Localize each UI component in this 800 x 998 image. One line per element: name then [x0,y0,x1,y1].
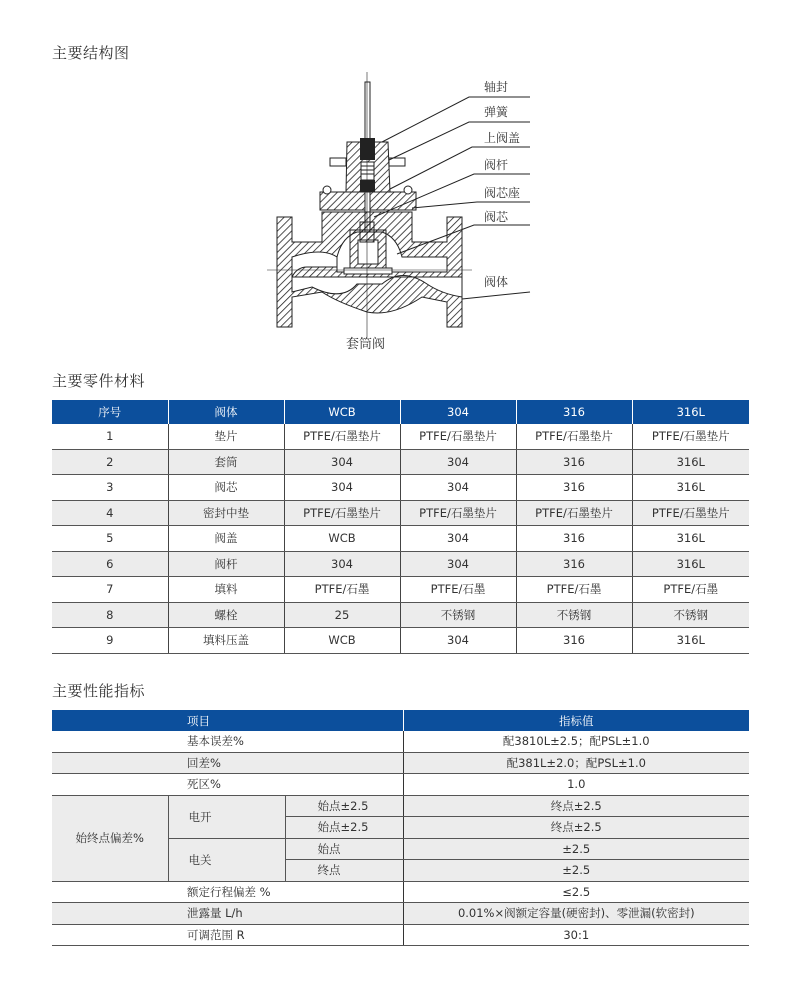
value-close-1: ±2.5 [403,838,749,860]
cell: 304 [284,551,400,577]
performance-table [52,710,749,946]
sleeve-valve-drawing [262,62,562,362]
label-electric-open: 电开 [168,795,285,838]
value-dead-zone: 1.0 [403,774,749,796]
cell: 4 [52,500,168,526]
valve-structure-diagram [262,62,562,362]
table-row [52,449,749,475]
table-row [52,602,749,628]
table-row-dead-zone [52,774,749,796]
table-row [52,500,749,526]
cell: 316 [516,475,632,501]
cell: 316 [516,449,632,475]
materials-table [52,400,749,654]
cell: 316L [632,475,749,501]
cell: 316L [632,526,749,552]
cell: PTFE/石墨垫片 [516,424,632,449]
materials-section-title: 主要零件材料 [52,372,146,390]
callout-upper-bonnet: 上阀盖 [484,131,521,145]
cell: PTFE/石墨 [284,577,400,603]
table-row [52,424,749,449]
cell: PTFE/石墨垫片 [632,424,749,449]
cell: PTFE/石墨 [516,577,632,603]
callout-shaft-seal: 轴封 [484,80,509,94]
cell: 304 [400,449,516,475]
cell: WCB [284,526,400,552]
cell: 304 [400,551,516,577]
value-rated-travel: ≤2.5 [403,881,749,903]
cell: PTFE/石墨垫片 [516,500,632,526]
cell: 填料压盖 [168,628,284,654]
cell: 阀杆 [168,551,284,577]
callout-stem: 阀杆 [484,158,509,172]
header-value: 指标值 [403,710,749,731]
performance-section-title: 主要性能指标 [52,682,146,700]
cell: 304 [400,526,516,552]
header-wcb: WCB [284,400,400,424]
table-row [52,475,749,501]
value-open-2: 终点±2.5 [403,817,749,839]
materials-header-row [52,400,749,424]
cell: 不锈钢 [516,602,632,628]
value-open-1: 终点±2.5 [403,795,749,817]
cell: 套筒 [168,449,284,475]
cell: 阀芯 [168,475,284,501]
label-hysteresis: 回差% [52,752,403,774]
table-row [52,628,749,654]
cell: PTFE/石墨垫片 [284,500,400,526]
header-316: 316 [516,400,632,424]
table-row [52,577,749,603]
cell: PTFE/石墨 [632,577,749,603]
callout-body: 阀体 [484,275,509,289]
performance-header-row [52,710,749,731]
cell: PTFE/石墨垫片 [632,500,749,526]
value-basic-error: 配3810L±2.5；配PSL±1.0 [403,731,749,752]
point-close-2: 终点 [285,860,403,882]
value-close-2: ±2.5 [403,860,749,882]
cell: 1 [52,424,168,449]
cell: 316 [516,551,632,577]
cell: 316 [516,526,632,552]
cell: PTFE/石墨 [400,577,516,603]
label-rated-travel: 额定行程偏差 % [52,881,403,903]
header-item: 项目 [52,710,403,731]
cell: 304 [284,449,400,475]
value-range: 30:1 [403,924,749,946]
cell: 304 [284,475,400,501]
cell: 316L [632,628,749,654]
cell: 螺栓 [168,602,284,628]
callout-plug-seat: 阀芯座 [484,186,521,200]
cell: 密封中垫 [168,500,284,526]
callout-plug: 阀芯 [484,210,509,224]
label-basic-error: 基本误差% [52,731,403,752]
structure-section-title: 主要结构图 [52,44,130,62]
cell: 316L [632,449,749,475]
table-row-endpoint-1 [52,795,749,817]
cell: 25 [284,602,400,628]
label-range: 可调范围 R [52,924,403,946]
cell: 填料 [168,577,284,603]
header-index: 序号 [52,400,168,424]
table-row [52,551,749,577]
cell: 阀盖 [168,526,284,552]
callout-spring: 弹簧 [484,105,509,119]
cell: 5 [52,526,168,552]
header-304: 304 [400,400,516,424]
diagram-caption: 套筒阀 [346,337,386,352]
cell: 6 [52,551,168,577]
table-row-range [52,924,749,946]
value-leakage: 0.01%×阀额定容量(硬密封)、零泄漏(软密封) [403,903,749,925]
table-row [52,526,749,552]
cell: 2 [52,449,168,475]
cell: 7 [52,577,168,603]
table-row-hysteresis [52,752,749,774]
header-body: 阀体 [168,400,284,424]
label-dead-zone: 死区% [52,774,403,796]
header-316l: 316L [632,400,749,424]
cell: 316 [516,628,632,654]
point-open-1: 始点±2.5 [285,795,403,817]
cell: 304 [400,475,516,501]
cell: 不锈钢 [400,602,516,628]
cell: 316L [632,551,749,577]
label-electric-close: 电关 [168,838,285,881]
label-leakage: 泄露量 L/h [52,903,403,925]
cell: PTFE/石墨垫片 [400,424,516,449]
table-row-rated-travel [52,881,749,903]
cell: WCB [284,628,400,654]
cell: PTFE/石墨垫片 [284,424,400,449]
cell: 3 [52,475,168,501]
cell: 9 [52,628,168,654]
cell: 304 [400,628,516,654]
value-hysteresis: 配381L±2.0；配PSL±1.0 [403,752,749,774]
cell: 不锈钢 [632,602,749,628]
table-row-leakage [52,903,749,925]
cell: 8 [52,602,168,628]
point-close-1: 始点 [285,838,403,860]
label-endpoint-deviation: 始终点偏差% [52,795,168,881]
point-open-2: 始点±2.5 [285,817,403,839]
cell: 垫片 [168,424,284,449]
cell: PTFE/石墨垫片 [400,500,516,526]
table-row-basic-error [52,731,749,752]
